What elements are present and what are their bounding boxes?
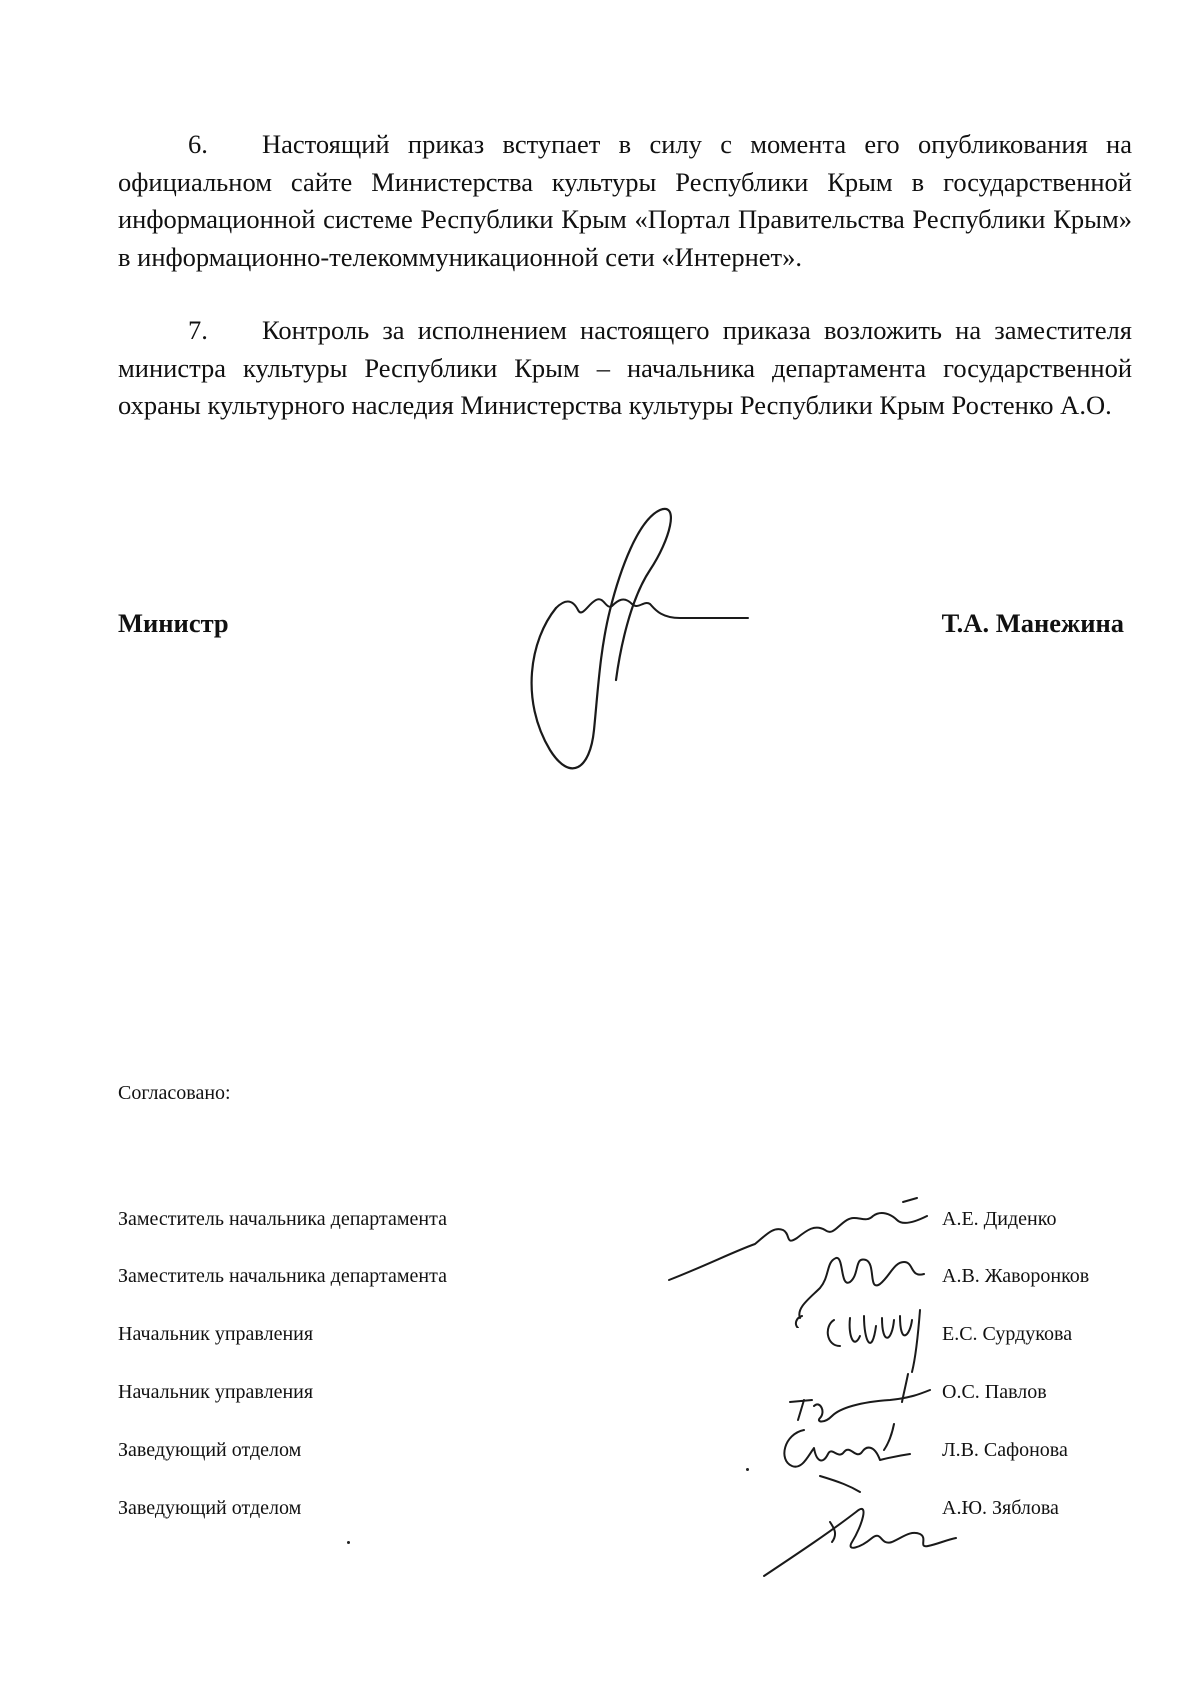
- approval-row: [118, 1323, 1118, 1353]
- approver-name: А.Е. Диденко: [942, 1208, 1057, 1230]
- approver-role: Начальник управления: [118, 1323, 314, 1345]
- approval-row: [118, 1208, 1118, 1238]
- minister-signature: [520, 500, 760, 790]
- approver-role: Заместитель начальника департамента: [118, 1208, 447, 1230]
- paragraph-number: 7.: [188, 315, 208, 345]
- paragraph-text: Настоящий приказ вступает в силу с момента его опубликования на официальном сайте Министерства культуры Республики Крым в государственной информационной системе Республики Крым «Портал Правительства Республики Крым» в информационно-телекоммуникационной сети «Интернет».: [118, 129, 1132, 272]
- approval-heading: Согласовано:: [118, 1082, 231, 1104]
- paragraph-text: Контроль за исполнением настоящего приказа возложить на заместителя министра культуры Республики Крым – начальника департамента государственной охраны культурного наследия Министерства культуры Республики Крым Ростенко А.О.: [118, 315, 1132, 420]
- approval-row: [118, 1439, 1118, 1469]
- signatory-title: Министр: [118, 608, 229, 638]
- approver-role: Начальник управления: [118, 1381, 314, 1403]
- approver-signature: [760, 1472, 960, 1582]
- stray-mark: [746, 1468, 749, 1471]
- approver-role: Заместитель начальника департамента: [118, 1265, 447, 1287]
- approval-row: [118, 1265, 1118, 1295]
- approver-name: О.С. Павлов: [942, 1381, 1047, 1403]
- approver-name: А.В. Жаворонков: [942, 1265, 1090, 1287]
- approval-row: [118, 1497, 1118, 1527]
- approver-name: Е.С. Сурдукова: [942, 1323, 1073, 1345]
- signatory-name: Т.А. Манежина: [941, 608, 1124, 638]
- approver-role: Заведующий отделом: [118, 1439, 302, 1461]
- approver-name: Л.В. Сафонова: [942, 1439, 1068, 1461]
- approval-row: [118, 1381, 1118, 1411]
- approver-name: А.Ю. Зяблова: [942, 1497, 1059, 1519]
- approver-role: Заведующий отделом: [118, 1497, 302, 1519]
- paragraph-number: 6.: [188, 129, 208, 159]
- stray-mark: [347, 1541, 350, 1544]
- paragraph-6: [118, 126, 1132, 276]
- paragraph-7: [118, 312, 1132, 425]
